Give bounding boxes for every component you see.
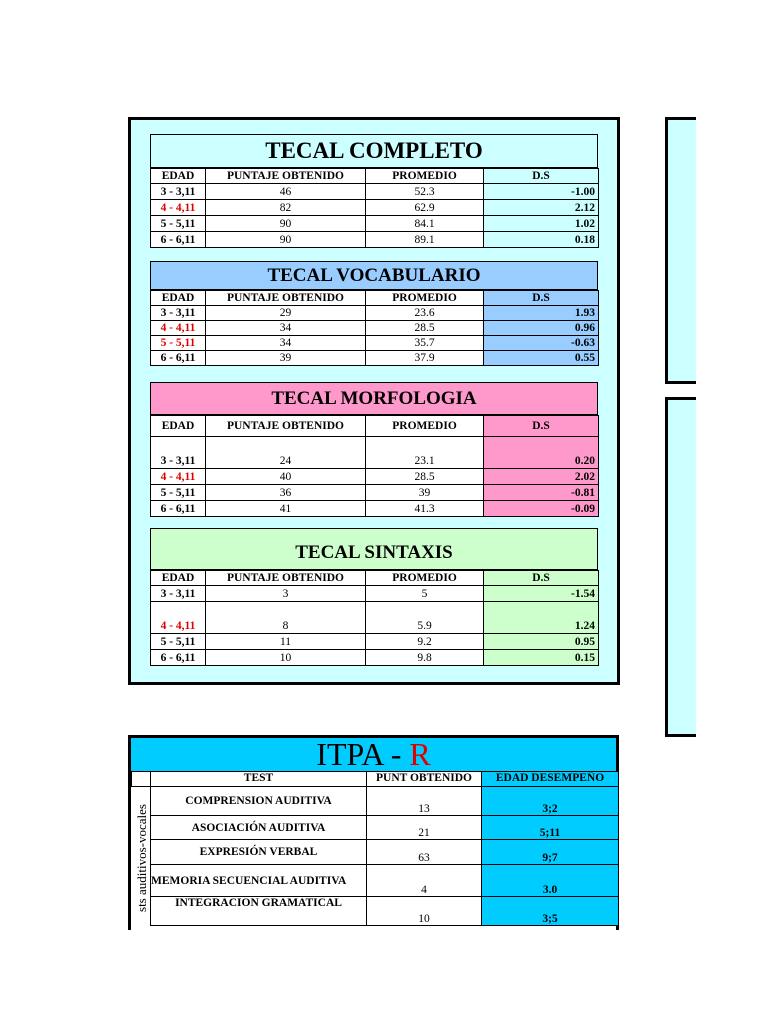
table-row	[151, 351, 599, 366]
edad-cell: 3;2	[482, 787, 619, 816]
ds-cell: -1.00	[484, 184, 599, 200]
col-promedio: PROMEDIO	[366, 291, 484, 306]
table-row	[151, 184, 599, 200]
puntaje-cell: 3	[206, 586, 366, 602]
table-row	[151, 485, 599, 501]
table-row	[151, 469, 599, 485]
ds-cell: 0.55	[484, 351, 599, 366]
puntaje-cell: 82	[206, 200, 366, 216]
puntaje-cell: 29	[206, 306, 366, 321]
col-test: TEST	[151, 772, 367, 787]
col-edad: EDAD	[151, 169, 206, 184]
itpa-table	[131, 771, 619, 926]
ds-cell: -0.09	[484, 501, 599, 517]
right-panel-bottom	[665, 397, 696, 737]
col-puntaje: PUNTAJE OBTENIDO	[206, 169, 366, 184]
col-puntaje: PUNTAJE OBTENIDO	[206, 416, 366, 437]
col-promedio: PROMEDIO	[366, 416, 484, 437]
edad-cell: 3;5	[482, 897, 619, 926]
edad-cell: 3 - 3,11	[151, 437, 206, 469]
test-cell: INTEGRACION GRAMATICAL	[151, 897, 367, 926]
puntaje-cell: 11	[206, 634, 366, 650]
ds-cell: -0.81	[484, 485, 599, 501]
edad-cell: 5 - 5,11	[151, 634, 206, 650]
tecal-completo-section	[150, 134, 598, 248]
edad-cell: 4 - 4,11	[151, 602, 206, 634]
edad-cell: 4 - 4,11	[151, 200, 206, 216]
puntaje-cell: 90	[206, 232, 366, 248]
tecal-morfologia-section	[150, 382, 598, 517]
col-edad: EDAD	[151, 416, 206, 437]
promedio-cell: 35.7	[366, 336, 484, 351]
table-header	[151, 416, 599, 437]
table-row	[151, 306, 599, 321]
table-row	[132, 816, 619, 840]
col-promedio: PROMEDIO	[366, 169, 484, 184]
promedio-cell: 23.6	[366, 306, 484, 321]
table-header	[151, 571, 599, 586]
tecal-sintaxis-title: TECAL SINTAXIS	[150, 528, 598, 570]
puntaje-cell: 8	[206, 602, 366, 634]
test-cell: EXPRESIÓN VERBAL	[151, 840, 367, 865]
edad-cell: 5;11	[482, 816, 619, 840]
ds-cell: 0.15	[484, 650, 599, 666]
table-row	[151, 501, 599, 517]
table-row	[151, 321, 599, 336]
edad-cell: 5 - 5,11	[151, 216, 206, 232]
tecal-morfologia-title: TECAL MORFOLOGIA	[150, 382, 598, 415]
tecal-vocabulario-title: TECAL VOCABULARIO	[150, 261, 598, 290]
puntaje-cell: 34	[206, 321, 366, 336]
col-promedio: PROMEDIO	[366, 571, 484, 586]
itpa-table-wrap	[131, 771, 616, 926]
ds-cell: 0.96	[484, 321, 599, 336]
table-row	[151, 634, 599, 650]
ds-cell: 2.12	[484, 200, 599, 216]
table-row	[151, 650, 599, 666]
edad-cell: 6 - 6,11	[151, 351, 206, 366]
test-cell: MEMORIA SECUENCIAL AUDITIVA	[151, 865, 367, 897]
table-row	[132, 840, 619, 865]
promedio-cell: 41.3	[366, 501, 484, 517]
promedio-cell: 39	[366, 485, 484, 501]
puntaje-cell: 90	[206, 216, 366, 232]
table-header	[151, 291, 599, 306]
side-label-text: sts auditivos-vocales	[134, 804, 149, 912]
ds-cell: 0.18	[484, 232, 599, 248]
edad-cell: 9;7	[482, 840, 619, 865]
punt-cell: 21	[367, 816, 482, 840]
puntaje-cell: 40	[206, 469, 366, 485]
table-row	[151, 200, 599, 216]
promedio-cell: 28.5	[366, 469, 484, 485]
edad-cell: 6 - 6,11	[151, 232, 206, 248]
table-row	[132, 865, 619, 897]
ds-cell: -1.54	[484, 586, 599, 602]
col-punt: PUNT OBTENIDO	[367, 772, 482, 787]
table-row	[151, 336, 599, 351]
table-row	[151, 216, 599, 232]
test-cell: ASOCIACIÓN AUDITIVA	[151, 816, 367, 840]
edad-cell: 4 - 4,11	[151, 469, 206, 485]
col-ds: D.S	[484, 291, 599, 306]
edad-cell: 3 - 3,11	[151, 184, 206, 200]
tecal-morfologia-table	[150, 415, 599, 517]
table-row	[132, 787, 619, 816]
col-edad: EDAD	[151, 571, 206, 586]
edad-cell: 5 - 5,11	[151, 485, 206, 501]
promedio-cell: 5.9	[366, 602, 484, 634]
puntaje-cell: 39	[206, 351, 366, 366]
col-puntaje: PUNTAJE OBTENIDO	[206, 291, 366, 306]
tecal-sintaxis-section	[150, 528, 598, 666]
itpa-side-label	[132, 790, 150, 930]
itpa-title-accent: R	[409, 736, 431, 772]
tecal-sintaxis-table	[150, 570, 599, 666]
edad-cell: 3.0	[482, 865, 619, 897]
col-edad: EDAD	[151, 291, 206, 306]
ds-cell: -0.63	[484, 336, 599, 351]
itpa-title-main: ITPA -	[316, 736, 410, 772]
table-header	[151, 169, 599, 184]
promedio-cell: 37.9	[366, 351, 484, 366]
table-header	[132, 772, 619, 787]
ds-cell: 1.02	[484, 216, 599, 232]
ds-cell: 1.93	[484, 306, 599, 321]
puntaje-cell: 34	[206, 336, 366, 351]
ds-cell: 0.20	[484, 437, 599, 469]
edad-cell: 6 - 6,11	[151, 650, 206, 666]
promedio-cell: 9.2	[366, 634, 484, 650]
ds-cell: 2.02	[484, 469, 599, 485]
promedio-cell: 28.5	[366, 321, 484, 336]
promedio-cell: 23.1	[366, 437, 484, 469]
tecal-completo-table	[150, 168, 599, 248]
table-row	[132, 897, 619, 926]
col-ds: D.S	[484, 416, 599, 437]
edad-cell: 4 - 4,11	[151, 321, 206, 336]
promedio-cell: 9.8	[366, 650, 484, 666]
edad-cell: 6 - 6,11	[151, 501, 206, 517]
promedio-cell: 62.9	[366, 200, 484, 216]
test-cell: COMPRENSION AUDITIVA	[151, 787, 367, 816]
puntaje-cell: 36	[206, 485, 366, 501]
puntaje-cell: 10	[206, 650, 366, 666]
promedio-cell: 5	[366, 586, 484, 602]
promedio-cell: 89.1	[366, 232, 484, 248]
puntaje-cell: 46	[206, 184, 366, 200]
tecal-vocabulario-section	[150, 261, 598, 366]
table-row	[151, 232, 599, 248]
col-ds: D.S	[484, 571, 599, 586]
col-puntaje: PUNTAJE OBTENIDO	[206, 571, 366, 586]
itpa-title	[131, 738, 616, 771]
col-edad-desempeno: EDAD DESEMPEÑO	[482, 772, 619, 787]
table-row	[151, 602, 599, 634]
tecal-vocabulario-table	[150, 290, 599, 366]
promedio-cell: 84.1	[366, 216, 484, 232]
col-ds: D.S	[484, 169, 599, 184]
punt-cell: 13	[367, 787, 482, 816]
puntaje-cell: 24	[206, 437, 366, 469]
ds-cell: 0.95	[484, 634, 599, 650]
table-row	[151, 586, 599, 602]
ds-cell: 1.24	[484, 602, 599, 634]
right-panel-top	[665, 117, 696, 384]
tecal-completo-title: TECAL COMPLETO	[150, 134, 598, 168]
punt-cell: 63	[367, 840, 482, 865]
punt-cell: 10	[367, 897, 482, 926]
edad-cell: 3 - 3,11	[151, 586, 206, 602]
puntaje-cell: 41	[206, 501, 366, 517]
edad-cell: 3 - 3,11	[151, 306, 206, 321]
table-row	[151, 437, 599, 469]
promedio-cell: 52.3	[366, 184, 484, 200]
header-spacer	[132, 772, 151, 787]
edad-cell: 5 - 5,11	[151, 336, 206, 351]
punt-cell: 4	[367, 865, 482, 897]
